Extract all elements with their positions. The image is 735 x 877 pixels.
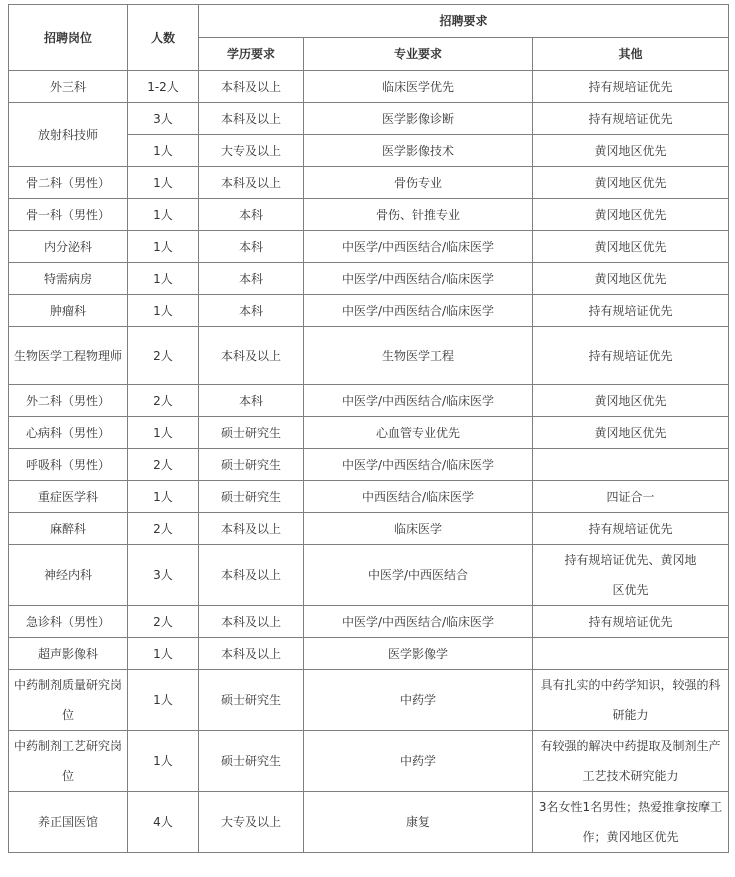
table-row bbox=[9, 481, 729, 513]
cell-education: 本科及以上 bbox=[199, 167, 304, 199]
cell-major: 骨伤、针推专业 bbox=[304, 199, 533, 231]
cell-count: 2人 bbox=[128, 449, 199, 481]
table-row bbox=[9, 417, 729, 449]
table-row bbox=[9, 103, 729, 135]
header-major: 专业要求 bbox=[304, 38, 533, 71]
cell-position: 特需病房 bbox=[9, 263, 128, 295]
cell-education: 本科及以上 bbox=[199, 606, 304, 638]
table-row bbox=[9, 199, 729, 231]
cell-education: 本科及以上 bbox=[199, 71, 304, 103]
cell-major: 中医学/中西医结合/临床医学 bbox=[304, 295, 533, 327]
cell-position: 重症医学科 bbox=[9, 481, 128, 513]
cell-major: 临床医学优先 bbox=[304, 71, 533, 103]
cell-other: 持有规培证优先 bbox=[533, 327, 729, 385]
cell-major: 医学影像诊断 bbox=[304, 103, 533, 135]
cell-other: 3名女性1名男性；热爱推拿按摩工作；黄冈地区优先 bbox=[533, 792, 729, 853]
cell-other: 持有规培证优先 bbox=[533, 606, 729, 638]
cell-education: 硕士研究生 bbox=[199, 481, 304, 513]
cell-education: 本科及以上 bbox=[199, 103, 304, 135]
cell-major: 生物医学工程 bbox=[304, 327, 533, 385]
cell-count: 1人 bbox=[128, 167, 199, 199]
cell-education: 本科及以上 bbox=[199, 327, 304, 385]
cell-count: 3人 bbox=[128, 545, 199, 606]
cell-count: 2人 bbox=[128, 513, 199, 545]
cell-count: 1人 bbox=[128, 481, 199, 513]
cell-position: 养正国医馆 bbox=[9, 792, 128, 853]
cell-count: 1人 bbox=[128, 670, 199, 731]
cell-position: 神经内科 bbox=[9, 545, 128, 606]
table-row bbox=[9, 638, 729, 670]
cell-count: 2人 bbox=[128, 606, 199, 638]
cell-education: 硕士研究生 bbox=[199, 670, 304, 731]
cell-other bbox=[533, 449, 729, 481]
cell-count: 1人 bbox=[128, 731, 199, 792]
cell-position: 内分泌科 bbox=[9, 231, 128, 263]
cell-count: 1人 bbox=[128, 295, 199, 327]
cell-education: 本科 bbox=[199, 263, 304, 295]
table-row bbox=[9, 263, 729, 295]
table-row bbox=[9, 670, 729, 731]
cell-other: 黄冈地区优先 bbox=[533, 417, 729, 449]
cell-count: 4人 bbox=[128, 792, 199, 853]
cell-education: 本科及以上 bbox=[199, 545, 304, 606]
cell-major: 康复 bbox=[304, 792, 533, 853]
cell-education: 本科 bbox=[199, 295, 304, 327]
table-row bbox=[9, 792, 729, 853]
table-row bbox=[9, 327, 729, 385]
cell-other: 持有规培证优先 bbox=[533, 71, 729, 103]
cell-other: 黄冈地区优先 bbox=[533, 385, 729, 417]
cell-position: 麻醉科 bbox=[9, 513, 128, 545]
table-row bbox=[9, 449, 729, 481]
cell-position: 呼吸科（男性） bbox=[9, 449, 128, 481]
cell-major: 临床医学 bbox=[304, 513, 533, 545]
cell-major: 心血管专业优先 bbox=[304, 417, 533, 449]
cell-major: 中医学/中西医结合/临床医学 bbox=[304, 449, 533, 481]
cell-major: 中西医结合/临床医学 bbox=[304, 481, 533, 513]
cell-position: 放射科技师 bbox=[9, 103, 128, 167]
cell-other: 持有规培证优先 bbox=[533, 513, 729, 545]
table-row bbox=[9, 731, 729, 792]
cell-major: 中医学/中西医结合/临床医学 bbox=[304, 385, 533, 417]
cell-education: 大专及以上 bbox=[199, 792, 304, 853]
cell-other bbox=[533, 638, 729, 670]
cell-count: 1-2人 bbox=[128, 71, 199, 103]
cell-position: 骨一科（男性） bbox=[9, 199, 128, 231]
cell-position: 肿瘤科 bbox=[9, 295, 128, 327]
cell-major: 中药学 bbox=[304, 670, 533, 731]
cell-other: 有较强的解决中药提取及制剂生产工艺技术研究能力 bbox=[533, 731, 729, 792]
cell-position: 生物医学工程物理师 bbox=[9, 327, 128, 385]
cell-other: 持有规培证优先、黄冈地区优先 bbox=[533, 545, 729, 606]
cell-other: 具有扎实的中药学知识，较强的科研能力 bbox=[533, 670, 729, 731]
table-row bbox=[9, 71, 729, 103]
cell-other: 黄冈地区优先 bbox=[533, 231, 729, 263]
cell-count: 1人 bbox=[128, 135, 199, 167]
cell-other: 黄冈地区优先 bbox=[533, 263, 729, 295]
cell-major: 中医学/中西医结合/临床医学 bbox=[304, 263, 533, 295]
cell-position: 中药制剂质量研究岗位 bbox=[9, 670, 128, 731]
cell-position: 骨二科（男性） bbox=[9, 167, 128, 199]
cell-position: 超声影像科 bbox=[9, 638, 128, 670]
cell-education: 本科及以上 bbox=[199, 638, 304, 670]
table-row bbox=[9, 385, 729, 417]
table-row bbox=[9, 167, 729, 199]
cell-position: 外三科 bbox=[9, 71, 128, 103]
cell-other: 持有规培证优先 bbox=[533, 295, 729, 327]
cell-major: 中医学/中西医结合 bbox=[304, 545, 533, 606]
cell-count: 2人 bbox=[128, 327, 199, 385]
header-requirements: 招聘要求 bbox=[199, 5, 729, 38]
table-row bbox=[9, 295, 729, 327]
cell-count: 3人 bbox=[128, 103, 199, 135]
recruitment-table bbox=[8, 4, 729, 853]
cell-education: 大专及以上 bbox=[199, 135, 304, 167]
header-count: 人数 bbox=[128, 5, 199, 71]
cell-position: 急诊科（男性） bbox=[9, 606, 128, 638]
cell-other: 黄冈地区优先 bbox=[533, 199, 729, 231]
cell-education: 硕士研究生 bbox=[199, 731, 304, 792]
cell-count: 1人 bbox=[128, 638, 199, 670]
cell-other: 黄冈地区优先 bbox=[533, 135, 729, 167]
cell-education: 本科 bbox=[199, 231, 304, 263]
cell-major: 中药学 bbox=[304, 731, 533, 792]
header-other: 其他 bbox=[533, 38, 729, 71]
cell-other: 黄冈地区优先 bbox=[533, 167, 729, 199]
cell-education: 本科及以上 bbox=[199, 513, 304, 545]
cell-major: 中医学/中西医结合/临床医学 bbox=[304, 231, 533, 263]
cell-major: 医学影像学 bbox=[304, 638, 533, 670]
cell-position: 心病科（男性） bbox=[9, 417, 128, 449]
table-row bbox=[9, 513, 729, 545]
table-row bbox=[9, 606, 729, 638]
cell-other: 持有规培证优先 bbox=[533, 103, 729, 135]
cell-count: 1人 bbox=[128, 263, 199, 295]
cell-education: 本科 bbox=[199, 385, 304, 417]
cell-major: 中医学/中西医结合/临床医学 bbox=[304, 606, 533, 638]
cell-count: 2人 bbox=[128, 385, 199, 417]
cell-position: 中药制剂工艺研究岗位 bbox=[9, 731, 128, 792]
cell-count: 1人 bbox=[128, 417, 199, 449]
cell-education: 本科 bbox=[199, 199, 304, 231]
table-row bbox=[9, 545, 729, 606]
header-position: 招聘岗位 bbox=[9, 5, 128, 71]
cell-major: 骨伤专业 bbox=[304, 167, 533, 199]
cell-count: 1人 bbox=[128, 199, 199, 231]
cell-count: 1人 bbox=[128, 231, 199, 263]
cell-position: 外二科（男性） bbox=[9, 385, 128, 417]
table-row bbox=[9, 231, 729, 263]
cell-other: 四证合一 bbox=[533, 481, 729, 513]
cell-major: 医学影像技术 bbox=[304, 135, 533, 167]
cell-education: 硕士研究生 bbox=[199, 417, 304, 449]
cell-education: 硕士研究生 bbox=[199, 449, 304, 481]
header-education: 学历要求 bbox=[199, 38, 304, 71]
